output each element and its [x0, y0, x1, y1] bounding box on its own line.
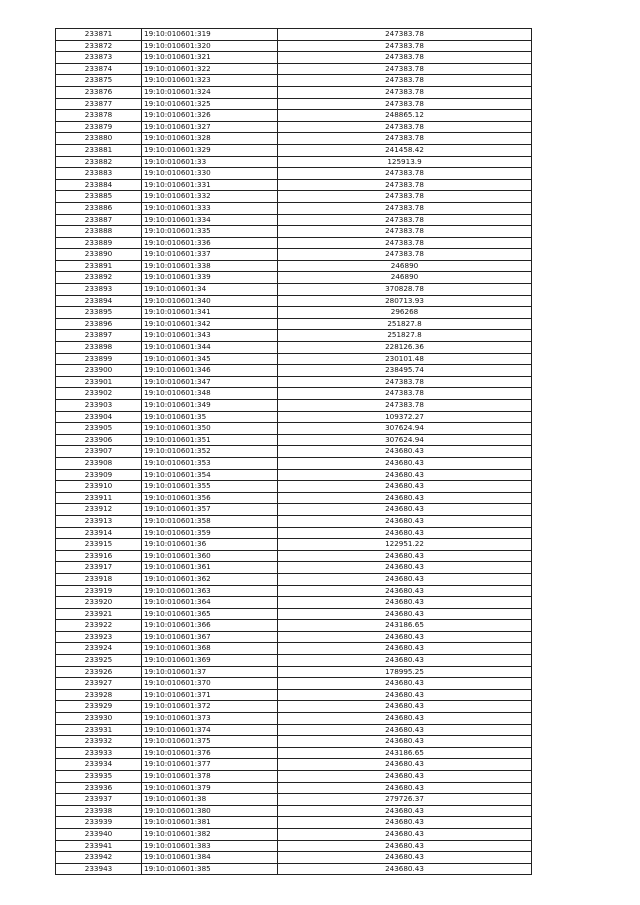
cadastral-number-cell: 19:10:010601:376: [142, 747, 278, 759]
cadastral-number-cell: 19:10:010601:321: [142, 52, 278, 64]
cadastral-number-cell: 19:10:010601:356: [142, 492, 278, 504]
cadastral-number-cell: 19:10:010601:369: [142, 655, 278, 667]
table-row: [56, 226, 532, 238]
cadastral-number-cell: 19:10:010601:333: [142, 202, 278, 214]
row-id-cell: 233935: [56, 771, 142, 783]
value-cell: 247383.78: [278, 86, 532, 98]
cadastral-number-cell: 19:10:010601:368: [142, 643, 278, 655]
row-id-cell: 233880: [56, 133, 142, 145]
cadastral-number-cell: 19:10:010601:379: [142, 782, 278, 794]
table-body: [56, 29, 532, 875]
table-row: [56, 805, 532, 817]
value-cell: 243680.43: [278, 701, 532, 713]
value-cell: 307624.94: [278, 423, 532, 435]
row-id-cell: 233904: [56, 411, 142, 423]
cadastral-number-cell: 19:10:010601:380: [142, 805, 278, 817]
cadastral-number-cell: 19:10:010601:35: [142, 411, 278, 423]
table-row: [56, 376, 532, 388]
value-cell: 280713.93: [278, 295, 532, 307]
table-row: [56, 689, 532, 701]
row-id-cell: 233941: [56, 840, 142, 852]
cadastral-number-cell: 19:10:010601:319: [142, 29, 278, 41]
cadastral-number-cell: 19:10:010601:374: [142, 724, 278, 736]
cadastral-number-cell: 19:10:010601:360: [142, 550, 278, 562]
value-cell: 243680.43: [278, 817, 532, 829]
cadastral-number-cell: 19:10:010601:354: [142, 469, 278, 481]
table-row: [56, 260, 532, 272]
cadastral-number-cell: 19:10:010601:357: [142, 504, 278, 516]
value-cell: 247383.78: [278, 52, 532, 64]
value-cell: 125913.9: [278, 156, 532, 168]
cadastral-number-cell: 19:10:010601:326: [142, 110, 278, 122]
table-row: [56, 469, 532, 481]
row-id-cell: 233919: [56, 585, 142, 597]
value-cell: 247383.78: [278, 237, 532, 249]
row-id-cell: 233936: [56, 782, 142, 794]
table-row: [56, 550, 532, 562]
value-cell: 228126.36: [278, 342, 532, 354]
table-row: [56, 597, 532, 609]
row-id-cell: 233942: [56, 852, 142, 864]
row-id-cell: 233943: [56, 863, 142, 875]
value-cell: 178995.25: [278, 666, 532, 678]
table-row: [56, 121, 532, 133]
table-row: [56, 678, 532, 690]
row-id-cell: 233922: [56, 620, 142, 632]
table-row: [56, 307, 532, 319]
row-id-cell: 233877: [56, 98, 142, 110]
row-id-cell: 233893: [56, 284, 142, 296]
value-cell: 243680.43: [278, 469, 532, 481]
row-id-cell: 233909: [56, 469, 142, 481]
value-cell: 279726.37: [278, 794, 532, 806]
table-row: [56, 29, 532, 41]
value-cell: 251827.8: [278, 318, 532, 330]
row-id-cell: 233908: [56, 457, 142, 469]
cadastral-number-cell: 19:10:010601:334: [142, 214, 278, 226]
value-cell: 307624.94: [278, 434, 532, 446]
cadastral-number-cell: 19:10:010601:36: [142, 539, 278, 551]
value-cell: 243680.43: [278, 504, 532, 516]
row-id-cell: 233883: [56, 168, 142, 180]
table-row: [56, 701, 532, 713]
row-id-cell: 233925: [56, 655, 142, 667]
cadastral-number-cell: 19:10:010601:320: [142, 40, 278, 52]
row-id-cell: 233932: [56, 736, 142, 748]
cadastral-number-cell: 19:10:010601:370: [142, 678, 278, 690]
row-id-cell: 233911: [56, 492, 142, 504]
value-cell: 243680.43: [278, 643, 532, 655]
row-id-cell: 233894: [56, 295, 142, 307]
cadastral-number-cell: 19:10:010601:349: [142, 400, 278, 412]
row-id-cell: 233882: [56, 156, 142, 168]
table-row: [56, 40, 532, 52]
table-row: [56, 817, 532, 829]
value-cell: 251827.8: [278, 330, 532, 342]
value-cell: 243680.43: [278, 782, 532, 794]
value-cell: 247383.78: [278, 400, 532, 412]
value-cell: 243680.43: [278, 585, 532, 597]
cadastral-number-cell: 19:10:010601:358: [142, 515, 278, 527]
cadastral-number-cell: 19:10:010601:372: [142, 701, 278, 713]
cadastral-number-cell: 19:10:010601:384: [142, 852, 278, 864]
value-cell: 247383.78: [278, 40, 532, 52]
cadastral-number-cell: 19:10:010601:377: [142, 759, 278, 771]
value-cell: 243186.65: [278, 747, 532, 759]
cadastral-number-cell: 19:10:010601:330: [142, 168, 278, 180]
row-id-cell: 233930: [56, 713, 142, 725]
row-id-cell: 233938: [56, 805, 142, 817]
table-row: [56, 782, 532, 794]
cadastral-number-cell: 19:10:010601:323: [142, 75, 278, 87]
value-cell: 243680.43: [278, 492, 532, 504]
cadastral-number-cell: 19:10:010601:345: [142, 353, 278, 365]
cadastral-number-cell: 19:10:010601:366: [142, 620, 278, 632]
table-row: [56, 608, 532, 620]
row-id-cell: 233872: [56, 40, 142, 52]
table-row: [56, 713, 532, 725]
row-id-cell: 233887: [56, 214, 142, 226]
row-id-cell: 233940: [56, 828, 142, 840]
cadastral-number-cell: 19:10:010601:352: [142, 446, 278, 458]
table-row: [56, 840, 532, 852]
row-id-cell: 233931: [56, 724, 142, 736]
row-id-cell: 233899: [56, 353, 142, 365]
table-row: [56, 481, 532, 493]
value-cell: 238495.74: [278, 365, 532, 377]
value-cell: 109372.27: [278, 411, 532, 423]
table-row: [56, 771, 532, 783]
cadastral-number-cell: 19:10:010601:382: [142, 828, 278, 840]
table-row: [56, 168, 532, 180]
row-id-cell: 233928: [56, 689, 142, 701]
cadastral-number-cell: 19:10:010601:331: [142, 179, 278, 191]
row-id-cell: 233871: [56, 29, 142, 41]
row-id-cell: 233885: [56, 191, 142, 203]
table-row: [56, 388, 532, 400]
value-cell: 247383.78: [278, 98, 532, 110]
row-id-cell: 233934: [56, 759, 142, 771]
row-id-cell: 233917: [56, 562, 142, 574]
value-cell: 246890: [278, 260, 532, 272]
row-id-cell: 233897: [56, 330, 142, 342]
row-id-cell: 233906: [56, 434, 142, 446]
value-cell: 247383.78: [278, 388, 532, 400]
table-row: [56, 353, 532, 365]
table-row: [56, 423, 532, 435]
table-row: [56, 539, 532, 551]
row-id-cell: 233879: [56, 121, 142, 133]
row-id-cell: 233895: [56, 307, 142, 319]
value-cell: 243680.43: [278, 713, 532, 725]
row-id-cell: 233937: [56, 794, 142, 806]
value-cell: 247383.78: [278, 29, 532, 41]
row-id-cell: 233921: [56, 608, 142, 620]
cadastral-number-cell: 19:10:010601:378: [142, 771, 278, 783]
table-row: [56, 110, 532, 122]
row-id-cell: 233923: [56, 631, 142, 643]
cadastral-number-cell: 19:10:010601:328: [142, 133, 278, 145]
cadastral-number-cell: 19:10:010601:37: [142, 666, 278, 678]
value-cell: 247383.78: [278, 376, 532, 388]
table-row: [56, 724, 532, 736]
value-cell: 243680.43: [278, 863, 532, 875]
cadastral-number-cell: 19:10:010601:339: [142, 272, 278, 284]
table-row: [56, 295, 532, 307]
cadastral-number-cell: 19:10:010601:359: [142, 527, 278, 539]
table-row: [56, 492, 532, 504]
table-row: [56, 144, 532, 156]
row-id-cell: 233892: [56, 272, 142, 284]
row-id-cell: 233924: [56, 643, 142, 655]
table-row: [56, 620, 532, 632]
table-row: [56, 457, 532, 469]
value-cell: 243680.43: [278, 724, 532, 736]
cadastral-number-cell: 19:10:010601:367: [142, 631, 278, 643]
cadastral-number-cell: 19:10:010601:33: [142, 156, 278, 168]
table-row: [56, 527, 532, 539]
value-cell: 243680.43: [278, 446, 532, 458]
table-row: [56, 863, 532, 875]
value-cell: 247383.78: [278, 202, 532, 214]
row-id-cell: 233933: [56, 747, 142, 759]
cadastral-number-cell: 19:10:010601:322: [142, 63, 278, 75]
row-id-cell: 233903: [56, 400, 142, 412]
value-cell: 243680.43: [278, 573, 532, 585]
row-id-cell: 233873: [56, 52, 142, 64]
value-cell: 243680.43: [278, 562, 532, 574]
cadastral-number-cell: 19:10:010601:341: [142, 307, 278, 319]
table-row: [56, 86, 532, 98]
value-cell: 243680.43: [278, 678, 532, 690]
table-row: [56, 736, 532, 748]
value-cell: 243680.43: [278, 527, 532, 539]
value-cell: 247383.78: [278, 168, 532, 180]
table-row: [56, 852, 532, 864]
value-cell: 243680.43: [278, 515, 532, 527]
value-cell: 296268: [278, 307, 532, 319]
table-row: [56, 272, 532, 284]
table-row: [56, 342, 532, 354]
table-row: [56, 411, 532, 423]
table-row: [56, 156, 532, 168]
row-id-cell: 233891: [56, 260, 142, 272]
value-cell: 247383.78: [278, 133, 532, 145]
row-id-cell: 233889: [56, 237, 142, 249]
value-cell: 243680.43: [278, 771, 532, 783]
value-cell: 243680.43: [278, 481, 532, 493]
cadastral-number-cell: 19:10:010601:351: [142, 434, 278, 446]
cadastral-number-cell: 19:10:010601:363: [142, 585, 278, 597]
row-id-cell: 233912: [56, 504, 142, 516]
row-id-cell: 233929: [56, 701, 142, 713]
cadastral-number-cell: 19:10:010601:347: [142, 376, 278, 388]
row-id-cell: 233916: [56, 550, 142, 562]
table-row: [56, 237, 532, 249]
row-id-cell: 233915: [56, 539, 142, 551]
value-cell: 247383.78: [278, 63, 532, 75]
value-cell: 247383.78: [278, 226, 532, 238]
cadastral-number-cell: 19:10:010601:340: [142, 295, 278, 307]
value-cell: 243680.43: [278, 631, 532, 643]
table-row: [56, 365, 532, 377]
row-id-cell: 233927: [56, 678, 142, 690]
table-row: [56, 75, 532, 87]
value-cell: 243680.43: [278, 759, 532, 771]
cadastral-number-cell: 19:10:010601:346: [142, 365, 278, 377]
cadastral-number-cell: 19:10:010601:325: [142, 98, 278, 110]
row-id-cell: 233896: [56, 318, 142, 330]
cadastral-number-cell: 19:10:010601:353: [142, 457, 278, 469]
table-row: [56, 202, 532, 214]
cadastral-number-cell: 19:10:010601:335: [142, 226, 278, 238]
value-cell: 122951.22: [278, 539, 532, 551]
table-row: [56, 191, 532, 203]
value-cell: 243680.43: [278, 597, 532, 609]
cadastral-number-cell: 19:10:010601:344: [142, 342, 278, 354]
table-row: [56, 504, 532, 516]
value-cell: 370828.78: [278, 284, 532, 296]
cadastral-number-cell: 19:10:010601:381: [142, 817, 278, 829]
table-row: [56, 249, 532, 261]
value-cell: 247383.78: [278, 121, 532, 133]
table-row: [56, 631, 532, 643]
row-id-cell: 233920: [56, 597, 142, 609]
value-cell: 247383.78: [278, 75, 532, 87]
cadastral-number-cell: 19:10:010601:355: [142, 481, 278, 493]
table-row: [56, 434, 532, 446]
cadastral-number-cell: 19:10:010601:337: [142, 249, 278, 261]
table-row: [56, 63, 532, 75]
row-id-cell: 233918: [56, 573, 142, 585]
table-row: [56, 666, 532, 678]
row-id-cell: 233890: [56, 249, 142, 261]
value-cell: 243680.43: [278, 840, 532, 852]
row-id-cell: 233888: [56, 226, 142, 238]
table-row: [56, 330, 532, 342]
table-row: [56, 214, 532, 226]
row-id-cell: 233876: [56, 86, 142, 98]
table-row: [56, 446, 532, 458]
value-cell: 243680.43: [278, 608, 532, 620]
row-id-cell: 233913: [56, 515, 142, 527]
table-row: [56, 284, 532, 296]
value-cell: 248865.12: [278, 110, 532, 122]
cadastral-number-cell: 19:10:010601:383: [142, 840, 278, 852]
value-cell: 243680.43: [278, 852, 532, 864]
row-id-cell: 233939: [56, 817, 142, 829]
value-cell: 243680.43: [278, 655, 532, 667]
cadastral-number-cell: 19:10:010601:364: [142, 597, 278, 609]
table-row: [56, 585, 532, 597]
row-id-cell: 233914: [56, 527, 142, 539]
value-cell: 243680.43: [278, 550, 532, 562]
cadastral-number-cell: 19:10:010601:338: [142, 260, 278, 272]
cadastral-number-cell: 19:10:010601:348: [142, 388, 278, 400]
row-id-cell: 233878: [56, 110, 142, 122]
value-cell: 243680.43: [278, 828, 532, 840]
cadastral-number-cell: 19:10:010601:361: [142, 562, 278, 574]
row-id-cell: 233898: [56, 342, 142, 354]
value-cell: 247383.78: [278, 191, 532, 203]
table-row: [56, 562, 532, 574]
row-id-cell: 233874: [56, 63, 142, 75]
row-id-cell: 233886: [56, 202, 142, 214]
cadastral-number-cell: 19:10:010601:38: [142, 794, 278, 806]
cadastral-number-cell: 19:10:010601:375: [142, 736, 278, 748]
table-row: [56, 318, 532, 330]
table-row: [56, 98, 532, 110]
cadastral-number-cell: 19:10:010601:342: [142, 318, 278, 330]
row-id-cell: 233875: [56, 75, 142, 87]
value-cell: 243680.43: [278, 805, 532, 817]
row-id-cell: 233905: [56, 423, 142, 435]
cadastral-number-cell: 19:10:010601:373: [142, 713, 278, 725]
row-id-cell: 233902: [56, 388, 142, 400]
table-row: [56, 515, 532, 527]
data-table: [55, 28, 532, 875]
value-cell: 241458.42: [278, 144, 532, 156]
row-id-cell: 233926: [56, 666, 142, 678]
value-cell: 246890: [278, 272, 532, 284]
value-cell: 243680.43: [278, 736, 532, 748]
table-row: [56, 655, 532, 667]
cadastral-number-cell: 19:10:010601:327: [142, 121, 278, 133]
cadastral-number-cell: 19:10:010601:329: [142, 144, 278, 156]
row-id-cell: 233907: [56, 446, 142, 458]
cadastral-number-cell: 19:10:010601:371: [142, 689, 278, 701]
table-row: [56, 828, 532, 840]
value-cell: 230101.48: [278, 353, 532, 365]
table-row: [56, 573, 532, 585]
value-cell: 243680.43: [278, 689, 532, 701]
value-cell: 243680.43: [278, 457, 532, 469]
table-row: [56, 133, 532, 145]
cadastral-number-cell: 19:10:010601:336: [142, 237, 278, 249]
cadastral-number-cell: 19:10:010601:343: [142, 330, 278, 342]
table-row: [56, 643, 532, 655]
table-row: [56, 400, 532, 412]
row-id-cell: 233884: [56, 179, 142, 191]
table-row: [56, 52, 532, 64]
cadastral-number-cell: 19:10:010601:332: [142, 191, 278, 203]
value-cell: 247383.78: [278, 249, 532, 261]
row-id-cell: 233900: [56, 365, 142, 377]
cadastral-number-cell: 19:10:010601:324: [142, 86, 278, 98]
cadastral-number-cell: 19:10:010601:385: [142, 863, 278, 875]
cadastral-number-cell: 19:10:010601:350: [142, 423, 278, 435]
row-id-cell: 233881: [56, 144, 142, 156]
table-row: [56, 747, 532, 759]
cadastral-number-cell: 19:10:010601:34: [142, 284, 278, 296]
row-id-cell: 233901: [56, 376, 142, 388]
cadastral-number-cell: 19:10:010601:365: [142, 608, 278, 620]
table-row: [56, 794, 532, 806]
cadastral-number-cell: 19:10:010601:362: [142, 573, 278, 585]
value-cell: 243186.65: [278, 620, 532, 632]
value-cell: 247383.78: [278, 214, 532, 226]
table-row: [56, 179, 532, 191]
row-id-cell: 233910: [56, 481, 142, 493]
table-row: [56, 759, 532, 771]
value-cell: 247383.78: [278, 179, 532, 191]
